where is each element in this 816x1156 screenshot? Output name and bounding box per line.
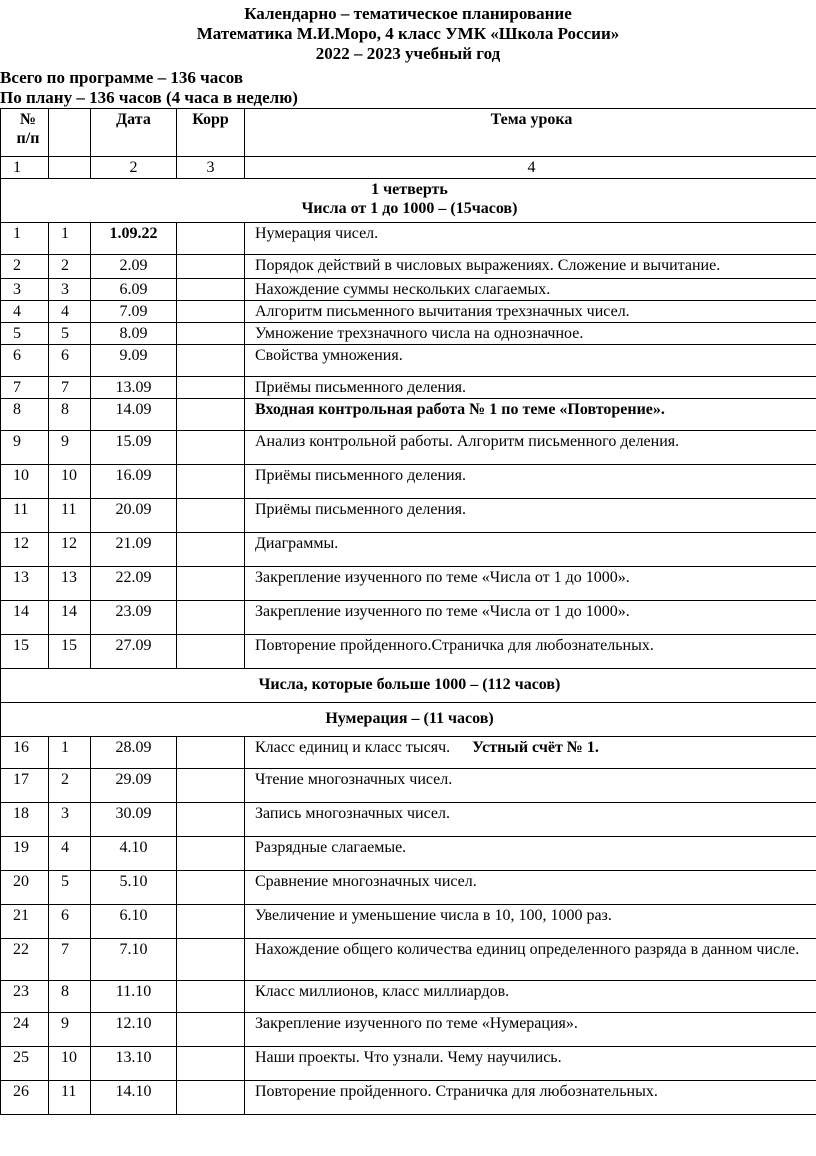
table-row — [1, 533, 816, 567]
unit-title: Числа от 1 до 1000 – (15часов) — [301, 200, 518, 217]
lesson-topic — [245, 1013, 816, 1047]
lesson-topic — [245, 377, 816, 399]
lesson-topic — [245, 345, 816, 377]
lesson-plan-table — [0, 108, 816, 1115]
lesson-correction — [177, 431, 245, 465]
lesson-number-text: 24 — [13, 1015, 29, 1032]
lesson-correction — [177, 301, 245, 323]
lesson-date — [91, 399, 177, 431]
lesson-date-text: 2.09 — [119, 257, 148, 274]
lesson-date — [91, 499, 177, 533]
lesson-topic-text: Класс миллионов, класс миллиардов. — [255, 983, 510, 1000]
lesson-topic-text: Диаграммы. — [255, 535, 339, 552]
lesson-subnumber — [49, 345, 91, 377]
lesson-subnumber — [49, 431, 91, 465]
lesson-number — [1, 1013, 49, 1047]
lesson-number — [1, 499, 49, 533]
lesson-number — [1, 399, 49, 431]
section-heading — [1, 179, 816, 223]
lesson-date-text: 28.09 — [115, 739, 152, 756]
lesson-number — [1, 737, 49, 769]
section-row-quarter — [1, 179, 816, 223]
lesson-topic-text: Приёмы письменного деления. — [255, 467, 466, 484]
table-row — [1, 431, 816, 465]
lesson-date-text: 16.09 — [115, 467, 152, 484]
column-header-correction: Корр — [177, 109, 245, 157]
lesson-number-text: 25 — [13, 1049, 29, 1066]
table-row — [1, 465, 816, 499]
column-header-subnumber — [49, 109, 91, 157]
lesson-subnumber-text: 5 — [61, 325, 69, 342]
lesson-subnumber-text: 4 — [61, 303, 69, 320]
lesson-date-text: 12.10 — [115, 1015, 152, 1032]
lesson-topic — [245, 533, 816, 567]
table-row — [1, 905, 816, 939]
lesson-number — [1, 377, 49, 399]
lesson-number-text: 12 — [13, 535, 29, 552]
lesson-subnumber-text: 6 — [61, 347, 69, 364]
lesson-date — [91, 737, 177, 769]
lesson-date — [91, 279, 177, 301]
lesson-number-text: 9 — [13, 433, 21, 450]
lesson-date — [91, 345, 177, 377]
lesson-subnumber — [49, 981, 91, 1013]
lesson-subnumber — [49, 399, 91, 431]
lesson-date — [91, 939, 177, 981]
lesson-subnumber-text: 1 — [61, 739, 69, 756]
lesson-subnumber — [49, 939, 91, 981]
lesson-number-text: 16 — [13, 739, 29, 756]
lesson-topic-text: Увеличение и уменьшение числа в 10, 100, 1000 раз. — [255, 907, 612, 924]
lesson-number — [1, 533, 49, 567]
table-row — [1, 1013, 816, 1047]
lesson-number-text: 8 — [13, 401, 21, 418]
lesson-topic-text: Нахождение суммы нескольких слагаемых. — [255, 281, 551, 298]
lesson-topic-text: Класс единиц и класс тысяч. — [255, 739, 451, 756]
table-row — [1, 567, 816, 601]
lesson-number — [1, 803, 49, 837]
lesson-correction — [177, 465, 245, 499]
lesson-topic — [245, 301, 816, 323]
lesson-date — [91, 803, 177, 837]
lesson-topic — [245, 981, 816, 1013]
lesson-topic — [245, 567, 816, 601]
column-number: 4 — [245, 157, 816, 179]
section-row-numeration — [1, 703, 816, 737]
lesson-topic-text: Свойства умножения. — [255, 347, 403, 364]
table-row — [1, 301, 816, 323]
table-row — [1, 939, 816, 981]
lesson-topic-text: Приёмы письменного деления. — [255, 501, 466, 518]
lesson-date-text: 30.09 — [115, 805, 152, 822]
column-header-number: № п/п — [1, 109, 49, 157]
quarter-title: 1 четверть — [371, 181, 448, 198]
lesson-subnumber-text: 12 — [61, 535, 77, 552]
table-row — [1, 1081, 816, 1115]
lesson-number — [1, 323, 49, 345]
lesson-number — [1, 905, 49, 939]
lesson-topic-text: Чтение многозначных чисел. — [255, 771, 453, 788]
lesson-number-text: 5 — [13, 325, 21, 342]
lesson-correction — [177, 255, 245, 279]
lesson-number-text: 10 — [13, 467, 29, 484]
lesson-topic — [245, 1047, 816, 1081]
lesson-subnumber-text: 1 — [61, 225, 69, 242]
lesson-correction — [177, 345, 245, 377]
lesson-correction — [177, 635, 245, 669]
lesson-correction — [177, 377, 245, 399]
lesson-topic — [245, 737, 816, 769]
lesson-correction — [177, 279, 245, 301]
lesson-date — [91, 323, 177, 345]
table-row — [1, 837, 816, 871]
lesson-correction — [177, 871, 245, 905]
lesson-date — [91, 769, 177, 803]
lesson-number — [1, 567, 49, 601]
lesson-correction — [177, 837, 245, 871]
table-row — [1, 601, 816, 635]
lesson-date — [91, 223, 177, 255]
lesson-number — [1, 431, 49, 465]
lesson-date-text: 1.09.22 — [109, 225, 158, 242]
lesson-correction — [177, 803, 245, 837]
lesson-date-text: 14.09 — [115, 401, 152, 418]
total-hours: Всего по программе – 136 часов — [0, 68, 243, 87]
header-year: 2022 – 2023 учебный год — [315, 44, 501, 63]
table-row — [1, 769, 816, 803]
lesson-number — [1, 769, 49, 803]
lesson-topic-text: Умножение трехзначного числа на однозначное. — [255, 325, 584, 342]
lesson-subnumber — [49, 499, 91, 533]
lesson-subnumber-text: 5 — [61, 873, 69, 890]
lesson-date-text: 4.10 — [119, 839, 148, 856]
lesson-subnumber-text: 6 — [61, 907, 69, 924]
column-header-date: Дата — [91, 109, 177, 157]
lesson-number-text: 13 — [13, 569, 29, 586]
lesson-rows-numeration — [1, 737, 816, 1115]
lesson-date — [91, 377, 177, 399]
table-row — [1, 871, 816, 905]
lesson-topic-text: Сравнение многозначных чисел. — [255, 873, 477, 890]
lesson-correction — [177, 223, 245, 255]
lesson-number-text: 18 — [13, 805, 29, 822]
lesson-correction — [177, 323, 245, 345]
lesson-subnumber-text: 11 — [61, 1083, 77, 1100]
lesson-date-text: 11.10 — [115, 983, 152, 1000]
lesson-number — [1, 465, 49, 499]
lesson-date-text: 6.10 — [119, 907, 148, 924]
header-subject: Математика М.И.Моро, 4 класс УМК «Школа России» — [196, 24, 620, 43]
lesson-date — [91, 871, 177, 905]
lesson-number-text: 21 — [13, 907, 29, 924]
lesson-topic — [245, 223, 816, 255]
table-row — [1, 737, 816, 769]
lesson-number-text: 7 — [13, 379, 21, 396]
lesson-subnumber-text: 4 — [61, 839, 69, 856]
table-row — [1, 499, 816, 533]
lesson-subnumber — [49, 635, 91, 669]
lesson-topic-text: Анализ контрольной работы. Алгоритм письменного деления. — [255, 433, 680, 450]
lesson-topic-extra: Устный счёт № 1. — [472, 739, 599, 756]
lesson-date-text: 27.09 — [115, 637, 152, 654]
lesson-subnumber-text: 3 — [61, 805, 69, 822]
lesson-subnumber — [49, 533, 91, 567]
lesson-correction — [177, 1081, 245, 1115]
lesson-number-text: 11 — [13, 501, 29, 518]
lesson-date — [91, 301, 177, 323]
column-number: 1 — [1, 157, 49, 179]
lesson-number-text: 20 — [13, 873, 29, 890]
planned-hours: По плану – 136 часов (4 часа в неделю) — [0, 88, 298, 107]
lesson-topic — [245, 431, 816, 465]
lesson-correction — [177, 499, 245, 533]
lesson-topic-text: Запись многозначных чисел. — [255, 805, 450, 822]
lesson-topic-text: Закрепление изученного по теме «Числа от 1 до 1000». — [255, 603, 630, 620]
lesson-correction — [177, 981, 245, 1013]
lesson-subnumber — [49, 871, 91, 905]
lesson-topic — [245, 837, 816, 871]
lesson-number — [1, 1081, 49, 1115]
table-row — [1, 345, 816, 377]
lesson-correction — [177, 737, 245, 769]
lesson-topic-text: Алгоритм письменного вычитания трехзначных чисел. — [255, 303, 630, 320]
lesson-correction — [177, 939, 245, 981]
lesson-date — [91, 255, 177, 279]
lesson-number-text: 15 — [13, 637, 29, 654]
lesson-date — [91, 567, 177, 601]
lesson-number — [1, 301, 49, 323]
lesson-subnumber-text: 10 — [61, 467, 77, 484]
lesson-date-text: 21.09 — [115, 535, 152, 552]
table-row — [1, 981, 816, 1013]
lesson-correction — [177, 905, 245, 939]
lesson-topic — [245, 769, 816, 803]
table-row — [1, 323, 816, 345]
lesson-number — [1, 279, 49, 301]
lesson-subnumber — [49, 1013, 91, 1047]
lesson-subnumber — [49, 601, 91, 635]
lesson-date-text: 15.09 — [115, 433, 152, 450]
lesson-date — [91, 1013, 177, 1047]
lesson-subnumber-text: 13 — [61, 569, 77, 586]
lesson-number-text: 17 — [13, 771, 29, 788]
lesson-topic-text: Разрядные слагаемые. — [255, 839, 407, 856]
lesson-topic — [245, 279, 816, 301]
lesson-correction — [177, 399, 245, 431]
hours-summary — [0, 68, 816, 108]
lesson-date — [91, 431, 177, 465]
lesson-topic-text: Нахождение общего количества единиц определенного разряда в данном числе. — [255, 941, 800, 958]
table-row — [1, 279, 816, 301]
table-row — [1, 255, 816, 279]
lesson-date-text: 13.10 — [115, 1049, 152, 1066]
table-header-row — [1, 109, 816, 157]
lesson-number-text: 14 — [13, 603, 29, 620]
lesson-subnumber — [49, 1047, 91, 1081]
lesson-subnumber — [49, 301, 91, 323]
lesson-subnumber — [49, 567, 91, 601]
lesson-number-text: 4 — [13, 303, 21, 320]
lesson-topic-text: Нумерация чисел. — [255, 225, 379, 242]
lesson-correction — [177, 769, 245, 803]
header-title: Календарно – тематическое планирование — [244, 4, 572, 23]
lesson-correction — [177, 1013, 245, 1047]
lesson-subnumber — [49, 377, 91, 399]
lesson-date — [91, 635, 177, 669]
lesson-number — [1, 1047, 49, 1081]
table-row — [1, 1047, 816, 1081]
lesson-date — [91, 1047, 177, 1081]
lesson-date — [91, 533, 177, 567]
lesson-date-text: 5.10 — [119, 873, 148, 890]
lesson-number-text: 3 — [13, 281, 21, 298]
lesson-number — [1, 871, 49, 905]
table-row — [1, 803, 816, 837]
lesson-topic — [245, 601, 816, 635]
lesson-subnumber-text: 9 — [61, 433, 69, 450]
lesson-subnumber-text: 8 — [61, 401, 69, 418]
section-row-large-numbers — [1, 669, 816, 703]
lesson-topic-text: Закрепление изученного по теме «Нумерация». — [255, 1015, 578, 1032]
lesson-date-text: 22.09 — [115, 569, 152, 586]
lesson-topic — [245, 871, 816, 905]
lesson-number — [1, 939, 49, 981]
lesson-topic-text: Повторение пройденного.Страничка для любознательных. — [255, 637, 654, 654]
lesson-subnumber-text: 2 — [61, 257, 69, 274]
lesson-number — [1, 837, 49, 871]
table-row — [1, 399, 816, 431]
lesson-subnumber — [49, 837, 91, 871]
column-number-empty — [49, 157, 91, 179]
lesson-topic — [245, 939, 816, 981]
lesson-number — [1, 601, 49, 635]
lesson-date — [91, 601, 177, 635]
lesson-correction — [177, 533, 245, 567]
column-number-row — [1, 157, 816, 179]
lesson-subnumber-text: 2 — [61, 771, 69, 788]
column-number: 2 — [91, 157, 177, 179]
lesson-date-text: 13.09 — [115, 379, 152, 396]
lesson-subnumber — [49, 905, 91, 939]
lesson-correction — [177, 601, 245, 635]
lesson-topic-text: Приёмы письменного деления. — [255, 379, 466, 396]
lesson-number — [1, 223, 49, 255]
lesson-date — [91, 981, 177, 1013]
lesson-topic — [245, 803, 816, 837]
lesson-subnumber-text: 7 — [61, 941, 69, 958]
lesson-subnumber — [49, 465, 91, 499]
lesson-topic — [245, 255, 816, 279]
lesson-topic — [245, 635, 816, 669]
lesson-topic — [245, 399, 816, 431]
lesson-correction — [177, 567, 245, 601]
column-header-topic: Тема урока — [245, 109, 816, 157]
lesson-subnumber — [49, 1081, 91, 1115]
lesson-date-text: 8.09 — [119, 325, 148, 342]
lesson-number — [1, 345, 49, 377]
lesson-date-text: 29.09 — [115, 771, 152, 788]
lesson-topic-text: Наши проекты. Что узнали. Чему научились. — [255, 1049, 562, 1066]
lesson-subnumber — [49, 223, 91, 255]
table-row — [1, 635, 816, 669]
lesson-date — [91, 465, 177, 499]
lesson-topic — [245, 499, 816, 533]
lesson-topic — [245, 905, 816, 939]
section-heading: Нумерация – (11 часов) — [1, 703, 816, 737]
lesson-subnumber — [49, 737, 91, 769]
lesson-number-text: 6 — [13, 347, 21, 364]
document-header — [0, 0, 816, 64]
lesson-topic — [245, 465, 816, 499]
lesson-number-text: 23 — [13, 983, 29, 1000]
lesson-subnumber — [49, 279, 91, 301]
lesson-date-text: 7.10 — [119, 941, 148, 958]
lesson-date-text: 14.10 — [115, 1083, 152, 1100]
lesson-subnumber-text: 15 — [61, 637, 77, 654]
lesson-subnumber — [49, 769, 91, 803]
lesson-date-text: 7.09 — [119, 303, 148, 320]
lesson-subnumber-text: 9 — [61, 1015, 69, 1032]
lesson-number-text: 2 — [13, 257, 21, 274]
lesson-subnumber-text: 8 — [61, 983, 69, 1000]
lesson-subnumber-text: 7 — [61, 379, 69, 396]
lesson-date-text: 23.09 — [115, 603, 152, 620]
lesson-topic-text: Порядок действий в числовых выражениях. Сложение и вычитание. — [255, 257, 721, 274]
lesson-topic — [245, 323, 816, 345]
lesson-subnumber-text: 14 — [61, 603, 77, 620]
lesson-rows-quarter-1 — [1, 223, 816, 669]
table-row — [1, 377, 816, 399]
lesson-topic-text: Повторение пройденного. Страничка для любознательных. — [255, 1083, 658, 1100]
lesson-topic — [245, 1081, 816, 1115]
lesson-date — [91, 1081, 177, 1115]
lesson-subnumber — [49, 803, 91, 837]
lesson-date — [91, 837, 177, 871]
lesson-number — [1, 981, 49, 1013]
lesson-number-text: 1 — [13, 225, 21, 242]
lesson-number-text: 22 — [13, 941, 29, 958]
lesson-number — [1, 635, 49, 669]
lesson-subnumber-text: 10 — [61, 1049, 77, 1066]
lesson-number-text: 19 — [13, 839, 29, 856]
column-number: 3 — [177, 157, 245, 179]
lesson-number — [1, 255, 49, 279]
lesson-number-text: 26 — [13, 1083, 29, 1100]
lesson-subnumber-text: 3 — [61, 281, 69, 298]
lesson-subnumber-text: 11 — [61, 501, 77, 518]
lesson-topic-text: Закрепление изученного по теме «Числа от 1 до 1000». — [255, 569, 630, 586]
lesson-correction — [177, 1047, 245, 1081]
lesson-date-text: 6.09 — [119, 281, 148, 298]
lesson-subnumber — [49, 323, 91, 345]
lesson-date — [91, 905, 177, 939]
section-heading: Числа, которые больше 1000 – (112 часов) — [1, 669, 816, 703]
lesson-topic-text: Входная контрольная работа № 1 по теме «Повторение». — [255, 401, 665, 418]
lesson-date-text: 20.09 — [115, 501, 152, 518]
lesson-date-text: 9.09 — [119, 347, 148, 364]
table-row — [1, 223, 816, 255]
lesson-subnumber — [49, 255, 91, 279]
